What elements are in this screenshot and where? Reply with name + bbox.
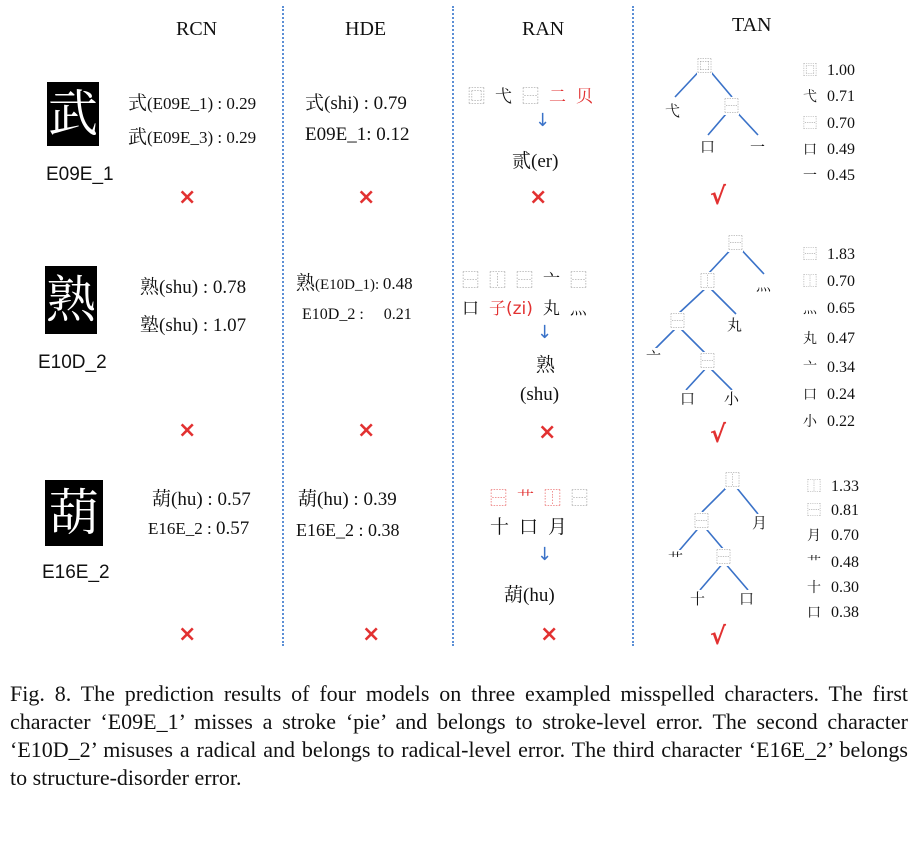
tan-score: 十 0.30 — [807, 579, 859, 596]
down-arrow-icon: ↓ — [537, 322, 553, 343]
wrong-mark: × — [540, 622, 559, 647]
header-ran: RAN — [522, 18, 565, 40]
tan-node: ⿰ — [725, 471, 741, 489]
ran-output-pinyin: (shu) — [520, 384, 560, 405]
tan-score: 弋 0.71 — [803, 88, 855, 105]
tan-score: 口 0.38 — [807, 604, 859, 621]
tan-node: 口 — [700, 138, 716, 156]
tan-node: 艹 — [668, 550, 684, 568]
tan-score: 灬 0.65 — [803, 300, 855, 317]
char-id-label: E16E_2 — [42, 562, 110, 583]
ran-sequence-bottom: 十 口 月 — [490, 516, 568, 538]
correct-mark: √ — [710, 420, 727, 448]
tan-score: ⿱ 0.70 — [803, 115, 855, 132]
ran-sequence-bottom: 口 子(zi) 丸 灬 — [462, 299, 587, 319]
char-image-e10d2: 熟 — [45, 266, 97, 334]
char-image-e09e1: 武 — [47, 82, 99, 146]
wrong-mark: × — [178, 418, 197, 443]
tan-score: 丸 0.47 — [803, 330, 855, 347]
wrong-mark: × — [178, 622, 197, 647]
column-divider-3 — [632, 6, 634, 646]
tan-score: 亠 0.34 — [803, 359, 855, 376]
tan-node: ⿱ — [724, 97, 740, 115]
header-hde: HDE — [345, 18, 387, 40]
hde-prediction: E10D_2 : 0.21 — [302, 306, 412, 323]
tan-score: 月 0.70 — [807, 527, 859, 544]
ran-sequence: ⿴ 弋 ⿱ 二 贝 — [468, 87, 593, 107]
wrong-mark: × — [357, 418, 376, 443]
hde-prediction: 葫(hu) : 0.39 — [298, 488, 397, 510]
tan-node: 灬 — [756, 276, 772, 294]
hde-prediction: E09E_1: 0.12 — [305, 124, 410, 145]
ran-sequence-top: ⿱ 艹 ⿰ ⿱ — [490, 489, 588, 509]
hde-prediction: 式(shi) : 0.79 — [305, 92, 407, 114]
tan-score: 口 0.49 — [803, 141, 855, 158]
tan-node: ⿱ — [670, 312, 686, 330]
down-arrow-icon: ↓ — [537, 544, 553, 565]
header-rcn: RCN — [176, 18, 218, 40]
ran-output: 贰(er) — [512, 150, 559, 172]
tan-node: 丸 — [727, 316, 743, 334]
rcn-prediction: 塾(shu) : 1.07 — [140, 314, 247, 336]
tan-node: ⿱ — [716, 548, 732, 566]
tan-score: ⿰ 1.33 — [807, 478, 859, 495]
hde-prediction: E16E_2 : 0.38 — [296, 520, 400, 540]
wrong-mark: × — [529, 185, 548, 210]
wrong-mark: × — [362, 622, 381, 647]
tan-node: ⿱ — [728, 234, 744, 252]
rcn-prediction: 武(E09E_3) : 0.29 — [128, 126, 257, 148]
tan-node: 口 — [739, 590, 755, 608]
char-image-e16e2: 葫 — [45, 480, 103, 546]
tan-score: ⿰ 0.70 — [803, 273, 855, 290]
char-id-label: E09E_1 — [46, 164, 114, 185]
tan-score: ⿱ 1.83 — [803, 246, 855, 263]
hde-prediction: 熟(E10D_1): 0.48 — [296, 272, 413, 294]
tan-node: ⿱ — [700, 352, 716, 370]
header-tan: TAN — [732, 14, 772, 36]
char-id-label: E10D_2 — [38, 352, 107, 373]
rcn-prediction: E16E_2 : 0.57 — [148, 518, 250, 539]
tan-score: 小 0.22 — [803, 413, 855, 430]
tan-score: ⿴ 1.00 — [803, 62, 855, 79]
tan-node: ⿴ — [697, 57, 713, 75]
tan-node: 一 — [750, 138, 766, 156]
ran-output: 葫(hu) — [504, 584, 555, 606]
tan-node: 月 — [752, 514, 768, 532]
rcn-prediction: 式(E09E_1) : 0.29 — [128, 92, 257, 114]
column-divider-2 — [452, 6, 454, 646]
down-arrow-icon: ↓ — [535, 110, 551, 131]
tan-score: ⿱ 0.81 — [807, 502, 859, 519]
tan-score: 艹 0.48 — [807, 554, 859, 571]
tan-node: 弋 — [665, 102, 681, 120]
tan-score: 一 0.45 — [803, 167, 855, 184]
tan-score: 口 0.24 — [803, 386, 855, 403]
tan-node: ⿱ — [694, 512, 710, 530]
rcn-prediction: 熟(shu) : 0.78 — [140, 276, 247, 298]
rcn-prediction: 葫(hu) : 0.57 — [152, 488, 251, 510]
correct-mark: √ — [710, 622, 727, 650]
tan-node: 亠 — [646, 348, 662, 366]
tan-node: 小 — [724, 390, 740, 408]
ran-sequence-top: ⿱ ⿰ ⿱ 亠 ⿱ — [462, 271, 587, 291]
wrong-mark: × — [538, 420, 557, 445]
column-divider-1 — [282, 6, 284, 646]
wrong-mark: × — [178, 185, 197, 210]
tan-tree-3 — [660, 468, 780, 618]
tan-tree-2 — [640, 232, 800, 412]
correct-mark: √ — [710, 182, 727, 210]
tan-node: 十 — [690, 590, 706, 608]
tan-node: 口 — [680, 390, 696, 408]
tan-node: ⿰ — [700, 272, 716, 290]
ran-output: 熟 — [536, 354, 556, 376]
wrong-mark: × — [357, 185, 376, 210]
figure-caption: Fig. 8. The prediction results of four models on three exampled misspelled characters. The first character ‘E09E_1’ misses a stroke ‘pie’ and belongs to stroke-level error. The second character ‘E10D_2’ misuses a radical and belongs to radical-level error. The third character ‘E16E_2’ belongs to structure-disorder error. — [10, 681, 908, 790]
